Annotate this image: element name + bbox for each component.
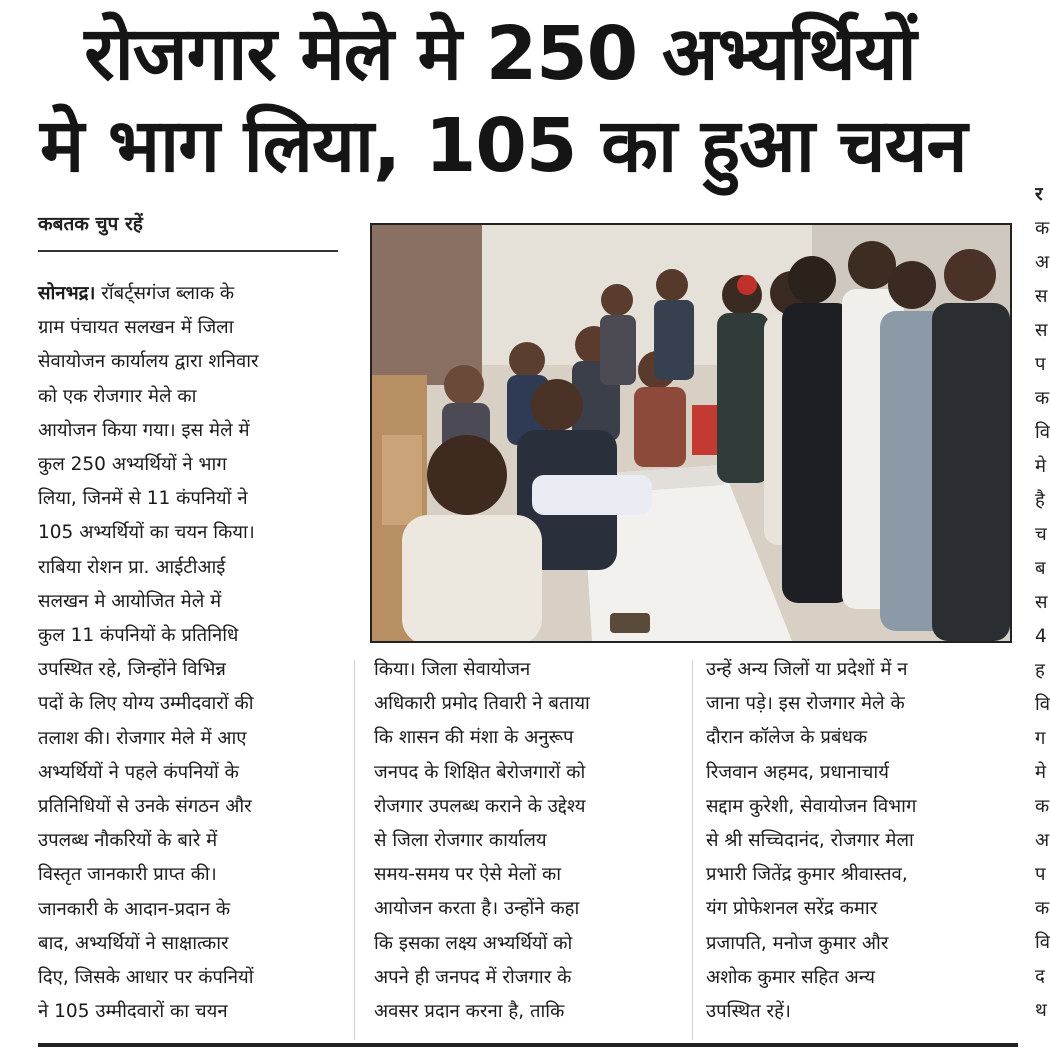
col2-line: अधिकारी प्रमोद तिवारी ने बताया — [374, 693, 590, 715]
edge-line: द — [1035, 966, 1045, 987]
byline-divider — [38, 250, 338, 252]
edge-line: 4 — [1035, 626, 1047, 647]
col3-line: सद्दाम कुरेशी, सेवायोजन विभाग — [706, 795, 917, 817]
headline-line-2: मे भाग लिया, 105 का हुआ चयन — [40, 103, 967, 189]
col1-line: अभ्यर्थियों ने पहले कंपनियों के — [38, 761, 239, 783]
col1-line: राबिया रोशन प्रा. आईटीआई — [38, 556, 226, 578]
news-photo — [370, 223, 1012, 643]
col2-line: कि इसका लक्ष्य अभ्यर्थियों को — [374, 932, 573, 954]
edge-line: है — [1035, 490, 1045, 511]
col2-line: से जिला रोजगार कार्यालय — [374, 830, 547, 852]
col1-line: ने 105 उम्मीदवारों का चयन — [38, 1001, 228, 1023]
col2-line: किया। जिला सेवायोजन — [374, 659, 531, 680]
news-photo-illustration — [372, 225, 1010, 641]
col3-line: अशोक कुमार सहित अन्य — [706, 966, 875, 988]
edge-line: थ — [1035, 1000, 1047, 1021]
edge-line: ब — [1035, 558, 1046, 579]
edge-line: क — [1035, 388, 1050, 409]
edge-line: अ — [1035, 252, 1050, 273]
col2-line: आयोजन करता है। उन्होंने कहा — [374, 898, 580, 920]
edge-line: ह — [1035, 660, 1045, 681]
edge-line: क — [1035, 218, 1050, 239]
article-column-2 — [374, 653, 590, 1029]
edge-line: क — [1035, 898, 1050, 919]
edge-line: प — [1035, 354, 1046, 375]
col3-line: उन्हें अन्य जिलों या प्रदेशों में न — [706, 659, 908, 680]
col1-line: ग्राम पंचायत सलखन में जिला — [38, 317, 234, 339]
col2-line: अवसर प्रदान करना है, ताकि — [374, 1001, 565, 1023]
col1-line: दिए, जिसके आधार पर कंपनियों — [38, 967, 254, 989]
col1-line: बाद, अभ्यर्थियों ने साक्षात्कार — [38, 932, 229, 954]
headline-line-1: रोजगार मेले मे 250 अभ्यर्थियों — [84, 11, 916, 97]
col3-line: प्रभारी जितेंद्र कुमार श्रीवास्तव, — [706, 864, 908, 886]
col3-line: प्रजापति, मनोज कुमार और — [706, 932, 889, 954]
edge-line: अ — [1035, 830, 1050, 851]
col1-line: आयोजन किया गया। इस मेले में — [38, 419, 250, 441]
article-column-3 — [706, 653, 916, 1029]
col2-line: रोजगार उपलब्ध कराने के उद्देश्य — [374, 795, 586, 817]
edge-line: र — [1035, 184, 1043, 205]
edge-line: क — [1035, 796, 1050, 817]
col3-line: यंग प्रोफेशनल सरेंद्र कमार — [706, 898, 878, 920]
col1-line: कुल 250 अभ्यर्थियों ने भाग — [38, 454, 227, 476]
edge-line: स — [1035, 592, 1048, 613]
col2-line: जनपद के शिक्षित बेरोजगारों को — [374, 761, 586, 783]
col2-line: कि शासन की मंशा के अनुरूप — [374, 727, 574, 749]
col1-line: प्रतिनिधियों से उनके संगठन और — [38, 796, 252, 818]
col1-line: जानकारी के आदान-प्रदान के — [38, 898, 231, 920]
col3-line: रिजवान अहमद, प्रधानाचार्य — [706, 761, 889, 783]
edge-line: च — [1035, 524, 1047, 545]
col1-line: लिया, जिनमें से 11 कंपनियों ने — [38, 488, 248, 510]
column-divider — [354, 660, 355, 1040]
col1-line: तलाश की। रोजगार मेले में आए — [38, 727, 247, 749]
edge-line: वि — [1035, 932, 1050, 953]
edge-line: वि — [1035, 694, 1050, 715]
edge-line: मे — [1035, 456, 1047, 477]
col3-line: दौरान कॉलेज के प्रबंधक — [706, 727, 868, 749]
col1-line: सेवायोजन कार्यालय द्वारा शनिवार — [38, 351, 259, 373]
col3-line: उपस्थित रहें। — [706, 1001, 791, 1023]
col1-line-1: सोनभद्र। रॉबर्ट्सगंज ब्लाक के — [38, 283, 235, 304]
edge-line: मे — [1035, 762, 1047, 783]
col1-line: पदों के लिए योग्य उम्मीदवारों की — [38, 693, 254, 715]
edge-line: स — [1035, 320, 1048, 341]
col1-line: सलखन मे आयोजित मेले में — [38, 590, 222, 612]
edge-line: ग — [1035, 728, 1046, 749]
col1-line: को एक रोजगार मेले का — [38, 385, 197, 407]
col3-line: से श्री सच्चिदानंद, रोजगार मेला — [706, 830, 914, 852]
article-column-1 — [38, 277, 259, 1029]
col3-line: जाना पड़े। इस रोजगार मेले के — [706, 693, 905, 715]
col1-line: 105 अभ्यर्थियों का चयन किया। — [38, 522, 255, 544]
column-divider — [692, 660, 693, 1040]
adjacent-article-edge — [1035, 178, 1050, 1028]
col1-line: उपलब्ध नौकरियों के बारे में — [38, 830, 218, 852]
col1-line: विस्तृत जानकारी प्राप्त की। — [38, 864, 217, 886]
col2-line: अपने ही जनपद में रोजगार के — [374, 966, 572, 988]
headline — [20, 8, 1020, 192]
col1-line: कुल 11 कंपनियों के प्रतिनिधि — [38, 625, 239, 647]
edge-line: स — [1035, 286, 1048, 307]
edge-line: वि — [1035, 422, 1050, 443]
col1-line: उपस्थित रहे, जिन्होंने विभिन्न — [38, 659, 226, 681]
edge-line: प — [1035, 864, 1046, 885]
bottom-rule — [38, 1043, 1018, 1047]
col2-line: समय-समय पर ऐसे मेलों का — [374, 864, 562, 886]
byline: कबतक चुप रहें — [38, 213, 143, 235]
